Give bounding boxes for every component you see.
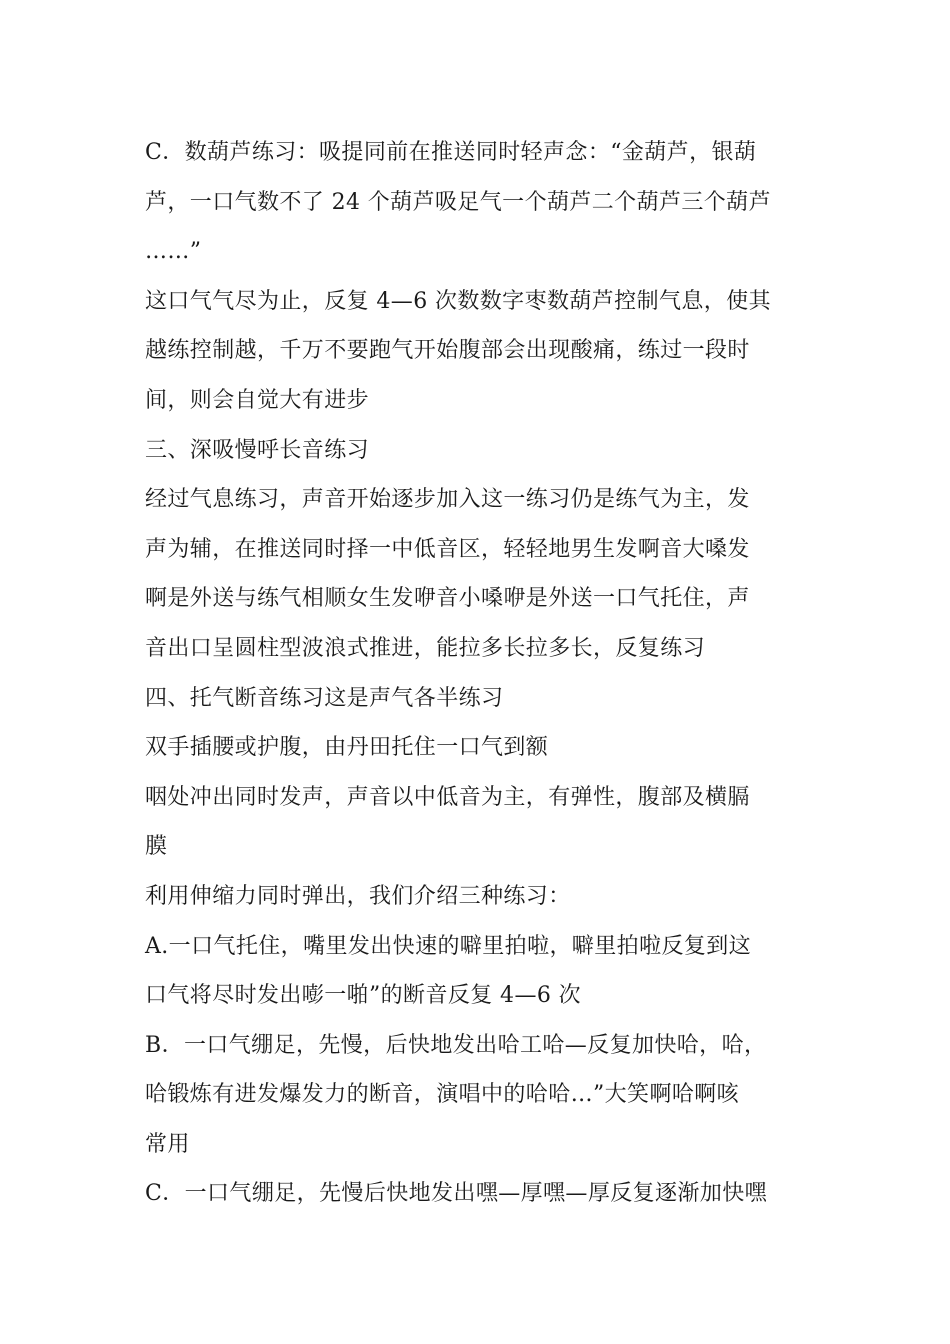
text-line: 音出口呈圆柱型波浪式推进，能拉多长拉多长，反复练习: [145, 635, 706, 661]
text-line: 哈锻炼有进发爆发力的断音，演唱中的哈哈…”大笑啊哈啊咳: [145, 1082, 740, 1108]
text-line: 间，则会自觉大有进步: [145, 387, 370, 413]
text-line: ……”: [145, 239, 202, 265]
text-line: 这口气气尽为止，反复 4—6 次数数字枣数葫芦控制气息，使其: [145, 288, 771, 314]
text-line: 双手插腰或护腹，由丹田托住一口气到额: [145, 735, 549, 761]
text-line: 啊是外送与练气相顺女生发咿音小嗓咿是外送一口气托住，声: [145, 586, 750, 612]
text-line: 越练控制越，千万不要跑气开始腹部会出现酸痛，练过一段时: [145, 338, 750, 364]
document-body: [145, 128, 810, 1219]
text-line: 芦，一口气数不了 24 个葫芦吸足气一个葫芦二个葫芦三个葫芦: [145, 189, 771, 215]
text-line: 膜: [145, 834, 168, 860]
text-line: 声为辅，在推送同时择一中低音区，轻轻地男生发啊音大嗓发: [145, 536, 750, 562]
text-line: C．数葫芦练习：吸提同前在推送同时轻声念：“金葫芦，银葫: [145, 140, 757, 165]
text-line: A.一口气托住，嘴里发出快速的噼里拍啦，噼里拍啦反复到这: [145, 933, 752, 959]
section-heading: 四、托气断音练习这是声气各半练习: [145, 685, 504, 711]
text-line: 咽处冲出同时发声，声音以中低音为主，有弹性，腹部及横膈: [145, 784, 750, 810]
text-line: 利用伸缩力同时弹出，我们介绍三种练习：: [145, 883, 571, 909]
text-line: 经过气息练习，声音开始逐步加入这一练习仍是练气为主，发: [145, 487, 750, 513]
text-line: C．一口气绷足，先慢后快地发出嘿—厚嘿—厚反复逐渐加快嘿: [145, 1181, 768, 1207]
text-line: 常用: [145, 1131, 190, 1157]
text-line: B．一口气绷足，先慢，后快地发出哈工哈—反复加快哈，哈，: [145, 1032, 767, 1058]
text-line: 口气将尽时发出嘭一啪”的断音反复 4—6 次: [145, 983, 582, 1009]
section-heading: 三、深吸慢呼长音练习: [145, 437, 370, 463]
